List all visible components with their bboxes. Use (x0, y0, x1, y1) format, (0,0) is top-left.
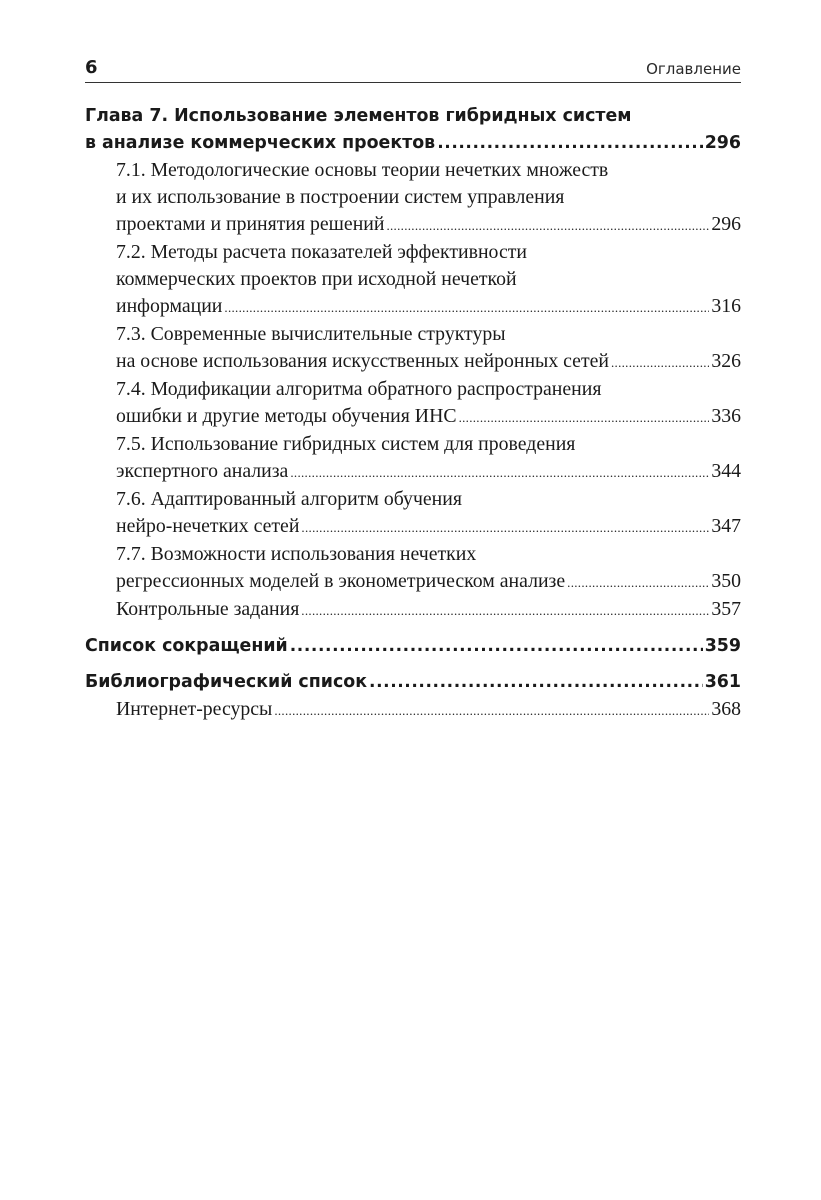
toc-section-7-3[interactable] (116, 321, 741, 376)
dot-leader (274, 697, 709, 724)
toc-entry-line (116, 431, 741, 458)
entry-text: проектами и принятия решений (116, 213, 385, 235)
dot-leader (301, 514, 709, 541)
entry-text: 7.2. Методы расчета показателей эффективности (116, 241, 527, 263)
page-ref: 368 (711, 698, 741, 720)
toc-entry-line (116, 211, 741, 239)
running-head: Оглавление (646, 60, 741, 78)
toc-section-control-tasks[interactable] (116, 596, 741, 624)
toc-section-7-4[interactable] (116, 376, 741, 431)
toc-entry-line (116, 596, 741, 624)
toc-abbreviations[interactable] (85, 633, 741, 660)
page-ref: 361 (704, 672, 741, 692)
dot-leader (290, 633, 703, 660)
entry-text: 7.7. Возможности использования нечетких (116, 543, 477, 565)
dot-leader (459, 404, 710, 431)
toc-entry-line (116, 696, 741, 724)
toc-entry-line (116, 568, 741, 596)
entry-text: экспертного анализа (116, 460, 289, 482)
entry-text: 7.5. Использование гибридных систем для проведения (116, 433, 576, 455)
page-ref: 336 (711, 405, 741, 427)
entry-text: нейро-нечетких сетей (116, 515, 300, 537)
entry-text: ошибки и другие методы обучения ИНС (116, 405, 457, 427)
toc-entry-line (116, 513, 741, 541)
toc-entry-line (116, 541, 741, 568)
toc-section-7-7[interactable] (116, 541, 741, 596)
page-ref: 359 (704, 636, 741, 656)
page-ref: 316 (711, 295, 741, 317)
toc-section-7-6[interactable] (116, 486, 741, 541)
toc-entry-line (85, 669, 741, 696)
dot-leader (567, 569, 709, 596)
entry-text: 7.1. Методологические основы теории нечетких множеств (116, 159, 609, 181)
chapter-title-text: в анализе коммерческих проектов (85, 133, 436, 153)
toc-entry-line (116, 321, 741, 348)
entry-text: коммерческих проектов при исходной нечеткой (116, 268, 517, 290)
dot-leader (224, 294, 709, 321)
toc-section-7-5[interactable] (116, 431, 741, 486)
chapter-title-text: Глава 7. Использование элементов гибридных систем (85, 106, 632, 126)
toc-entry-line (116, 486, 741, 513)
entry-text: и их использование в построении систем управления (116, 186, 565, 208)
entry-text: 7.4. Модификации алгоритма обратного распространения (116, 378, 602, 400)
toc-bibliography[interactable] (85, 669, 741, 696)
toc-entry-line (116, 239, 741, 266)
page-ref: 350 (711, 570, 741, 592)
entry-text: Интернет-ресурсы (116, 698, 273, 720)
page-ref: 344 (711, 460, 741, 482)
toc-entry-line (116, 403, 741, 431)
toc-chapter-title-line (85, 103, 741, 130)
page-number: 6 (85, 57, 98, 78)
toc-entry-line (116, 348, 741, 376)
dot-leader (301, 597, 709, 624)
entry-text: регрессионных моделей в эконометрическом анализе (116, 570, 566, 592)
dot-leader (437, 130, 702, 157)
page-header (85, 56, 741, 83)
toc-section-7-2[interactable] (116, 239, 741, 321)
page-ref: 326 (711, 350, 741, 372)
entry-text: Контрольные задания (116, 598, 300, 620)
dot-leader (386, 212, 709, 239)
toc-section-7-1[interactable] (116, 157, 741, 239)
toc-chapter-title-line (85, 130, 741, 157)
page-ref: 357 (711, 598, 741, 620)
toc-entry-line (85, 633, 741, 660)
page-ref: 347 (711, 515, 741, 537)
entry-text: Список сокращений (85, 636, 288, 656)
toc-entry-line (116, 266, 741, 293)
entry-text: Библиографический список (85, 672, 368, 692)
toc-entry-line (116, 184, 741, 211)
entry-text: 7.3. Современные вычислительные структуры (116, 323, 506, 345)
entry-text: 7.6. Адаптированный алгоритм обучения (116, 488, 462, 510)
table-of-contents (85, 103, 741, 724)
dot-leader (290, 459, 709, 486)
toc-entry-line (116, 293, 741, 321)
dot-leader (369, 669, 703, 696)
toc-entry-line (116, 458, 741, 486)
page-ref: 296 (704, 133, 741, 153)
toc-entry-line (116, 157, 741, 184)
toc-internet-resources[interactable] (116, 696, 741, 724)
toc-entry-line (116, 376, 741, 403)
entry-text: информации (116, 295, 223, 317)
entry-text: на основе использования искусственных нейронных сетей (116, 350, 609, 372)
dot-leader (611, 349, 709, 376)
toc-chapter-7[interactable] (85, 103, 741, 157)
page-ref: 296 (711, 213, 741, 235)
